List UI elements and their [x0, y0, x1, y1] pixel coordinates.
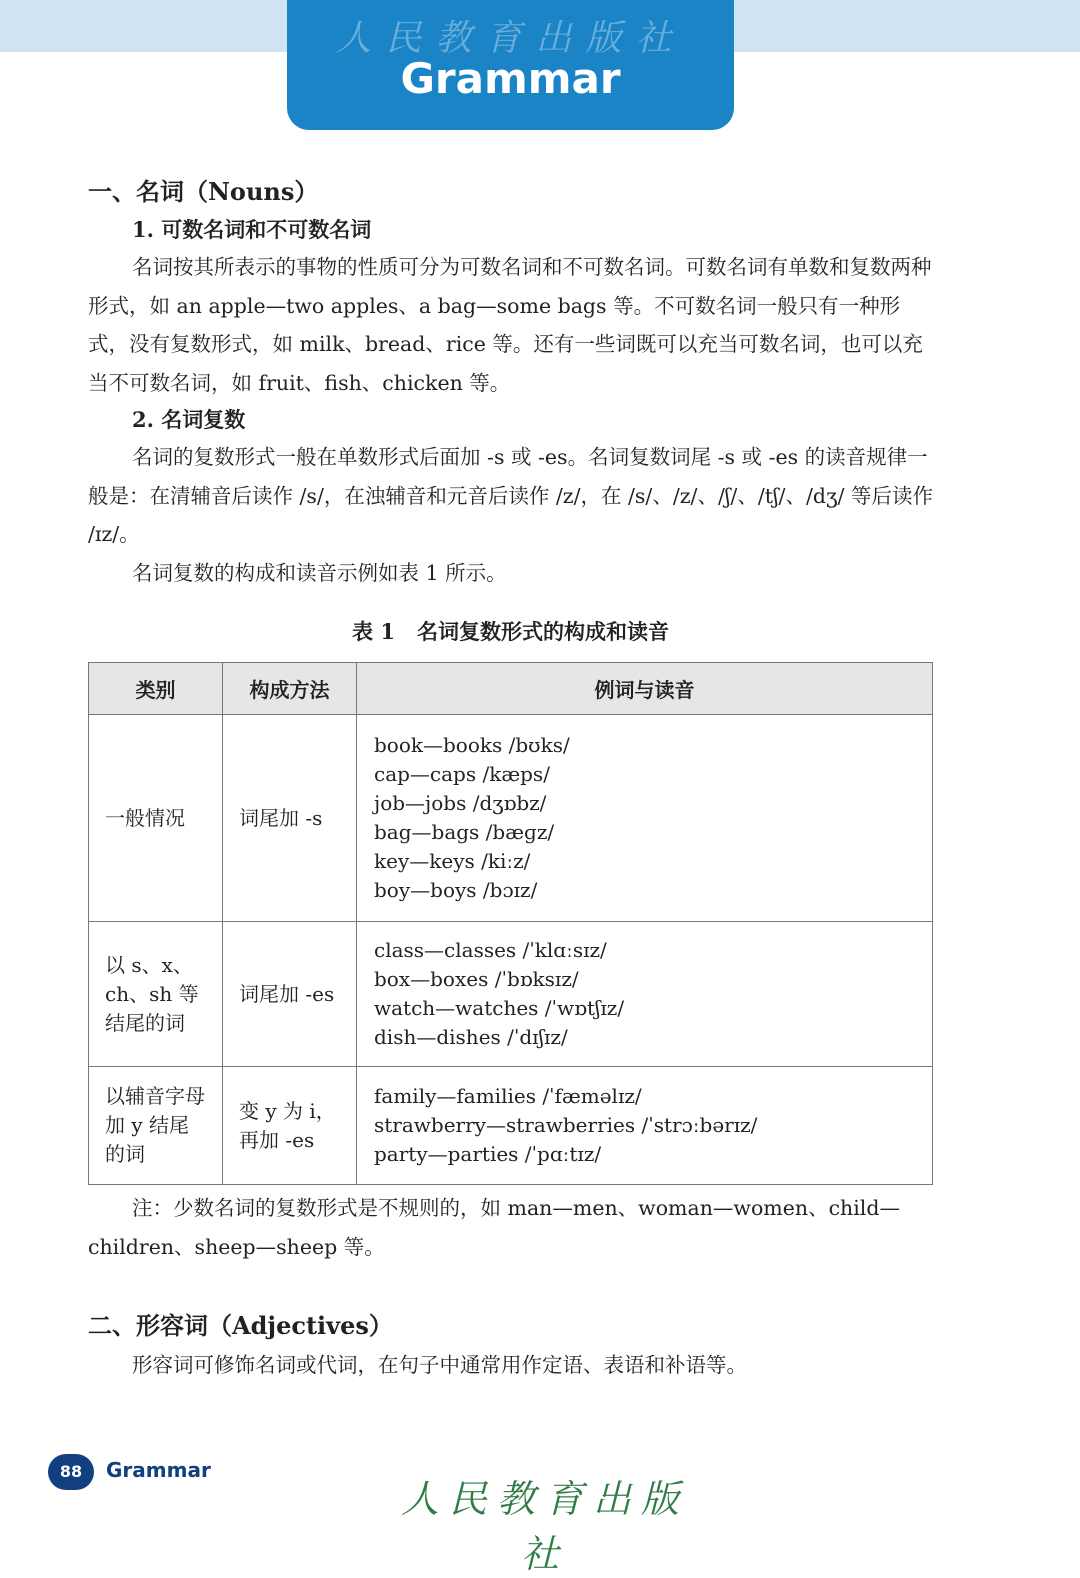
table-cell-method: 词尾加 -es: [223, 922, 357, 1067]
example-word: key—keys /kiːz/: [374, 849, 531, 873]
example-word: strawberry—strawberries /ˈstrɔːbərɪz/: [374, 1113, 758, 1137]
section-adjectives: [88, 1306, 933, 1385]
paragraph-countable: 名词按其所表示的事物的性质可分为可数名词和不可数名词。可数名词有单数和复数两种形式，如 an apple—two apples、a bag—some bags 等。不可数名词一般只有一种形式，没有复数形式，如 milk、bread、rice 等。还有一些词既可以充当可数名词，也可以充当不可数名词，如 fruit、fish、chicken 等。: [88, 255, 932, 395]
paragraph-adjectives: 形容词可修饰名词或代词，在句子中通常用作定语、表语和补语等。: [132, 1353, 747, 1377]
page-title: Grammar: [400, 54, 621, 103]
paragraph-table-intro: 名词复数的构成和读音示例如表 1 所示。: [132, 560, 507, 585]
table-header-examples: 例词与读音: [357, 663, 933, 715]
example-word: job—jobs /dʒɒbz/: [374, 791, 547, 815]
table-header-method: 构成方法: [223, 663, 357, 715]
table-caption-title: 名词复数形式的构成和读音: [416, 619, 669, 644]
publisher-watermark: 人民教育出版社: [335, 18, 686, 59]
example-word: watch—watches /ˈwɒtʃɪz/: [374, 996, 625, 1020]
example-word: party—parties /ˈpɑːtɪz/: [374, 1142, 602, 1166]
table-caption: [88, 616, 933, 648]
table-note: 注：少数名词的复数形式是不规则的，如 man—men、woman—women、child—children、sheep—sheep 等。: [88, 1196, 900, 1259]
plural-table: [88, 662, 933, 1185]
page-number-badge: 88: [48, 1454, 94, 1490]
table-header-category: 类别: [89, 663, 223, 715]
table-cell-category: 以 s、x、ch、sh 等结尾的词: [89, 922, 223, 1067]
subheading-plural: 2. 名词复数: [132, 407, 246, 432]
table-cell-examples: [357, 1067, 933, 1185]
table-row: [89, 922, 933, 1067]
footer-section-label: Grammar: [106, 1458, 211, 1482]
paragraph-plural-rules: 名词的复数形式一般在单数形式后面加 -s 或 -es。名词复数词尾 -s 或 -es 的读音规律一般是：在清辅音后读作 /s/，在浊辅音和元音后读作 /z/，在 /s/、/z/、/ʃ/、/tʃ/、/dʒ/ 等后读作 /ɪz/。: [88, 445, 933, 546]
section-heading-adjectives: 二、形容词（Adjectives）: [88, 1311, 393, 1340]
table-row: [89, 1067, 933, 1185]
table-cell-method: 词尾加 -s: [223, 715, 357, 922]
example-word: cap—caps /kæps/: [374, 762, 550, 786]
table-cell-examples: [357, 922, 933, 1067]
page-content: [88, 172, 933, 1385]
example-word: bag—bags /bæɡz/: [374, 820, 555, 844]
table-caption-number: 表 1: [352, 619, 395, 644]
header-tab: [287, 0, 734, 130]
example-word: family—families /ˈfæməlɪz/: [374, 1084, 642, 1108]
example-word: dish—dishes /ˈdɪʃɪz/: [374, 1025, 568, 1049]
table-row: [89, 715, 933, 922]
example-word: book—books /bʊks/: [374, 733, 570, 757]
table-cell-category: 以辅音字母加 y 结尾的词: [89, 1067, 223, 1185]
table-header-row: [89, 663, 933, 715]
table-cell-method: 变 y 为 i，再加 -es: [223, 1067, 357, 1185]
publisher-logo: 人民教育出版社: [400, 1477, 689, 1576]
table-cell-examples: [357, 715, 933, 922]
example-word: class—classes /ˈklɑːsɪz/: [374, 938, 607, 962]
section-heading-nouns: 一、名词（Nouns）: [88, 177, 319, 206]
example-word: box—boxes /ˈbɒksɪz/: [374, 967, 579, 991]
example-word: boy—boys /bɔɪz/: [374, 878, 538, 902]
table-cell-category: 一般情况: [89, 715, 223, 922]
subheading-countable: 1. 可数名词和不可数名词: [132, 217, 372, 242]
